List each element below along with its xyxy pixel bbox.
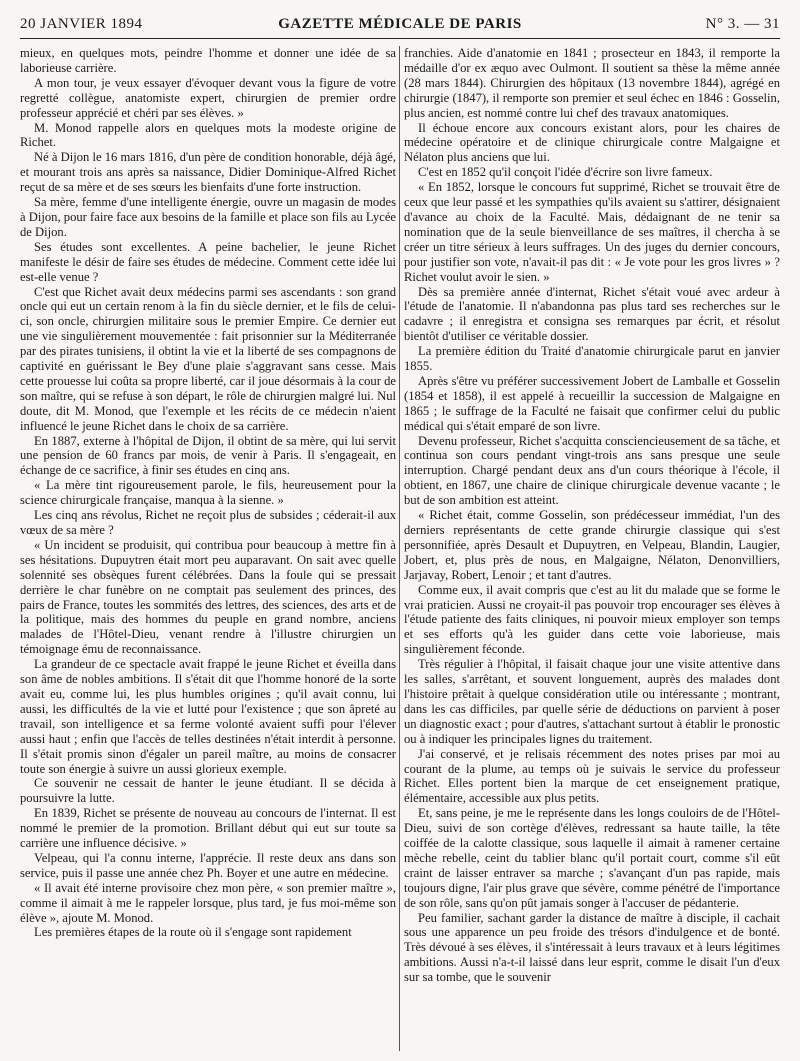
paragraph: Devenu professeur, Richet s'acquitta consciencieusement de sa tâche, et continua son cours pendant vingt-trois ans sans presque une seule interruption. Chargé pendant deux ans d'un cours théorique à l'école, il obtient, en 1867, une chaire de clinique chirurgicale devenue vacante ; le but de son ambition est atteint. — [404, 433, 780, 508]
paragraph: Les premières étapes de la route où il s'engage sont rapidement — [34, 925, 352, 940]
paragraph: Velpeau, qui l'a connu interne, l'apprécie. Il reste deux ans dans son service, puis il passe une année chez Ph. Boyer et une autre en médecine. — [20, 850, 396, 880]
paragraph: Après s'être vu préférer successivement Jobert de Lamballe et Gosselin (1854 et 1858), il est appelé à recueillir la succession de Malgaigne en 1865 ; le suffrage de la Faculté ne faisait que confirmer celui du public médical qui s'était emparé de son livre. — [404, 373, 780, 433]
page-header — [20, 12, 780, 39]
paragraph: En 1839, Richet se présente de nouveau au concours de l'internat. Il est nommé le premier de la promotion. Brillant début qui eut sur toute sa carrière une influence décisive. » — [20, 806, 396, 851]
paragraph: A mon tour, je veux essayer d'évoquer devant vous la figure de votre regretté collègue, anatomiste expert, chirurgien de premier ordre professeur apprécié et chéri par ses élèves. » — [20, 75, 396, 120]
paragraph: mieux, en quelques mots, peindre l'homme et donner une idée de sa laborieuse carrière. — [20, 46, 396, 75]
paragraph: Il échoue encore aux concours existant alors, pour les chaires de médecine opératoire et de clinique chirurgicale contre Malgaigne et Nélaton plus anciens que lui. — [404, 120, 780, 165]
paragraph: Comme eux, il avait compris que c'est au lit du malade que se forme le vrai praticien. Aussi ne croyait-il pas pouvoir trop encourager ses élèves à l'étude patiente des faits cliniques, ni pouvoir mieux employer son temps et ses efforts qu'à les guider dans cette voie laborieuse, mais singulièrement féconde. — [404, 582, 780, 657]
paragraph: En 1887, externe à l'hôpital de Dijon, il obtint de sa mère, qui lui servit une pension de 60 francs par mois, de venir à Paris. Il s'engageait, en échange de ce sacrifice, à finir ses études en cinq ans. — [20, 433, 396, 478]
paragraph: « Il avait été interne provisoire chez mon père, « son premier maître », comme il aimait à me le rappeler lorsque, plus tard, je fus moi-même son élève », ajoute M. Monod. — [20, 880, 396, 925]
column-divider — [399, 46, 400, 1051]
paragraph: Ses études sont excellentes. A peine bachelier, le jeune Richet manifeste le désir de faire ses études de médecine. Comment cette idée lui est-elle venue ? — [20, 239, 396, 284]
paragraph: « La mère tint rigoureusement parole, le fils, heureusement pour la science chirurgicale française, manqua à la sienne. » — [20, 478, 396, 508]
paragraph: Très régulier à l'hôpital, il faisait chaque jour une visite attentive dans les salles, s'arrêtant, et souvent longuement, auprès des malades dont l'histoire prêtait à quelque considération utile ou intéressante ; montrant, dans les cas difficiles, par quelle série de déductions on parvient à poser un diagnostic exact ; pour d'autres, s'attachant surtout à établir le pronostic ou à indiquer les principales lignes du traitement. — [404, 657, 780, 746]
paragraph: M. Monod rappelle alors en quelques mots la modeste origine de Richet. — [20, 120, 396, 150]
paragraph: Sa mère, femme d'une intelligente énergie, ouvre un magasin de modes à Dijon, pour faire face aux besoins de la famille et place son fils au Lycée de Dijon. — [20, 195, 396, 239]
paragraph: Et, sans peine, je me le représente dans les longs couloirs de de l'Hôtel-Dieu, suivi de son cortège d'élèves, redressant sa haute taille, la tête coiffée de la calotte classique, sous laquelle il aimait à ramener certaine mèche rebelle, ceint du tablier blanc qu'il portait court, comme s'il eût craint de laisser entraver sa marche ; s'avançant d'un pas rapide, mais toujours digne, l'air plus grave que sévère, comme pénétré de l'importance de son rôle, sans qu'on pût jamais songer à l'accuser de pédanterie. — [404, 806, 780, 910]
paragraph: C'est que Richet avait deux médecins parmi ses ascendants : son grand oncle qui eut un certain renom à la fin du siècle dernier, et le fils de celui-ci, son oncle, chirurgien militaire sous le premier Empire. Ce dernier eut une vie singulièrement mouvementée : fait prisonnier sur la Méditerranée par des pirates tunisiens, il obtint la vie et la liberté de ses compagnons de captivité en guérissant le Bey d'une plaie s'aggravant sans cesse. Mais cette prouesse lui coûta sa propre liberté, car il joue désormais à la cour de son maître, qui se refuse à son départ, le rôle de chirurgien malgré lui. Nul doute, dit M. Monod, que l'exemple et les récits de ce médecin n'aient influencé le jeune Richet dans le choix de sa carrière. — [20, 284, 396, 433]
paragraph: franchies. Aide d'anatomie en 1841 ; prosecteur en 1843, il remporte la médaille d'or ex æquo avec Oulmont. Il soutient sa thèse la même année (28 mars 1844). Chirurgien des hôpitaux (13 novembre 1844), agrégé en chirurgie (1847), il remporte son premier et seul échec en 1846 : Gosselin, plus ancien, est nommé contre lui chef des travaux anatomiques. — [404, 46, 780, 120]
paragraph: Ce souvenir ne cessait de hanter le jeune étudiant. Il se décida à poursuivre la lutte. — [20, 776, 396, 806]
paragraph: « En 1852, lorsque le concours fut supprimé, Richet se trouvait être de ceux que leur passé et les sympathies qu'ils avaient su s'attirer, désignaient d'avance au choix de la Faculté. Mais, dédaignant de ne tenir sa nomination que de la seule bienveillance de ses maîtres, il chercha à se créer un titre sérieux à leurs suffrages. Un des juges du dernier concours, pour justifier son vote, n'avait-il pas dit : « Je vote pour les gros livres » ? Richet voulut avoir le sien. » — [404, 180, 780, 284]
paragraph: La grandeur de ce spectacle avait frappé le jeune Richet et éveilla dans son âme de nobles ambitions. Il s'était dit que l'homme honoré de la sorte avait eu, comme lui, les plus humbles origines ; qu'il avait connu, lui aussi, les difficultés de la vie et lutté pour l'existence ; que son âpreté au travail, son intelligence et sa ferme volonté avaient suffi pour l'élever aussi haut ; enfin que l'accès de telles destinées n'était interdit à personne. Il s'était promis sinon d'égaler un pareil maître, au moins de consacrer toute son énergie à suivre un aussi glorieux exemple. — [20, 657, 396, 776]
paragraph: Dès sa première année d'internat, Richet s'était voué avec ardeur à l'étude de l'anatomie. Il n'abandonna pas plus tard ses recherches sur le cadavre ; il enregistra et consigna ses remarques par écrit, et résolut bientôt d'utiliser ce véritable dossier. — [404, 284, 780, 344]
header-title: GAZETTE MÉDICALE DE PARIS — [278, 16, 522, 32]
paragraph: C'est en 1852 qu'il conçoit l'idée d'écrire son livre fameux. — [418, 165, 713, 180]
right-column — [404, 46, 780, 1054]
paragraph: Né à Dijon le 16 mars 1816, d'un père de condition honorable, déjà âgé, et mourant trois ans après sa naissance, Didier Dominique-Alfred Richet reçut de sa mère et de ses sœurs les bienfaits d'une forte instruction. — [20, 150, 396, 195]
paragraph: Les cinq ans révolus, Richet ne reçoit plus de subsides ; céderait-il aux vœux de sa mère ? — [20, 508, 396, 537]
paragraph: Peu familier, sachant garder la distance de maître à disciple, il cachait sous une apparence un peu froide des trésors d'indulgence et de bonté. Très dévoué à ses élèves, il s'intéressait à leurs travaux et à leurs légitimes ambitions. Aussi n'a-t-il laissé dans leur esprit, comme le disait l'un d'eux sur sa tombe, que le souvenir — [404, 910, 780, 985]
header-page-number: N° 3. — 31 — [705, 16, 780, 32]
paragraph: La première édition du Traité d'anatomie chirurgicale parut en janvier 1855. — [404, 344, 780, 374]
paragraph: J'ai conservé, et je relisais récemment des notes prises par moi au courant de la plume, au temps où je suivais le service du professeur Richet. Elles portent bien la marque de cet enseignement pratique, élémentaire, accessible aux plus petits. — [404, 746, 780, 806]
header-date: 20 JANVIER 1894 — [20, 16, 143, 32]
paragraph: « Richet était, comme Gosselin, son prédécesseur immédiat, l'un des derniers représentants de cette grande chirurgie classique qui s'est personnifiée, après Desault et Dupuytren, en Velpeau, Blandin, Laugier, Jobert, et, plus près de nous, en Malgaigne, Nélaton, Denonvilliers, Jarjavay, Robert, Lenoir ; et tant d'autres. — [404, 508, 780, 582]
left-column — [20, 46, 396, 1054]
paragraph: « Un incident se produisit, qui contribua pour beaucoup à mettre fin à ses hésitations. Dupuytren était mort peu auparavant. On sait avec quelle solennité ses obsèques furent célébrées. Dans la foule qui se pressait derrière le char funèbre on ne comptait pas seulement des princes, des pairs de France, toutes les sommités des lettres, des sciences, des arts et de la politique, mais des hommes du peuple en grand nombre, anciens malades de l'Hôtel-Dieu, venant rendre à l'illustre chirurgien un témoignage ému de reconnaissance. — [20, 537, 396, 657]
